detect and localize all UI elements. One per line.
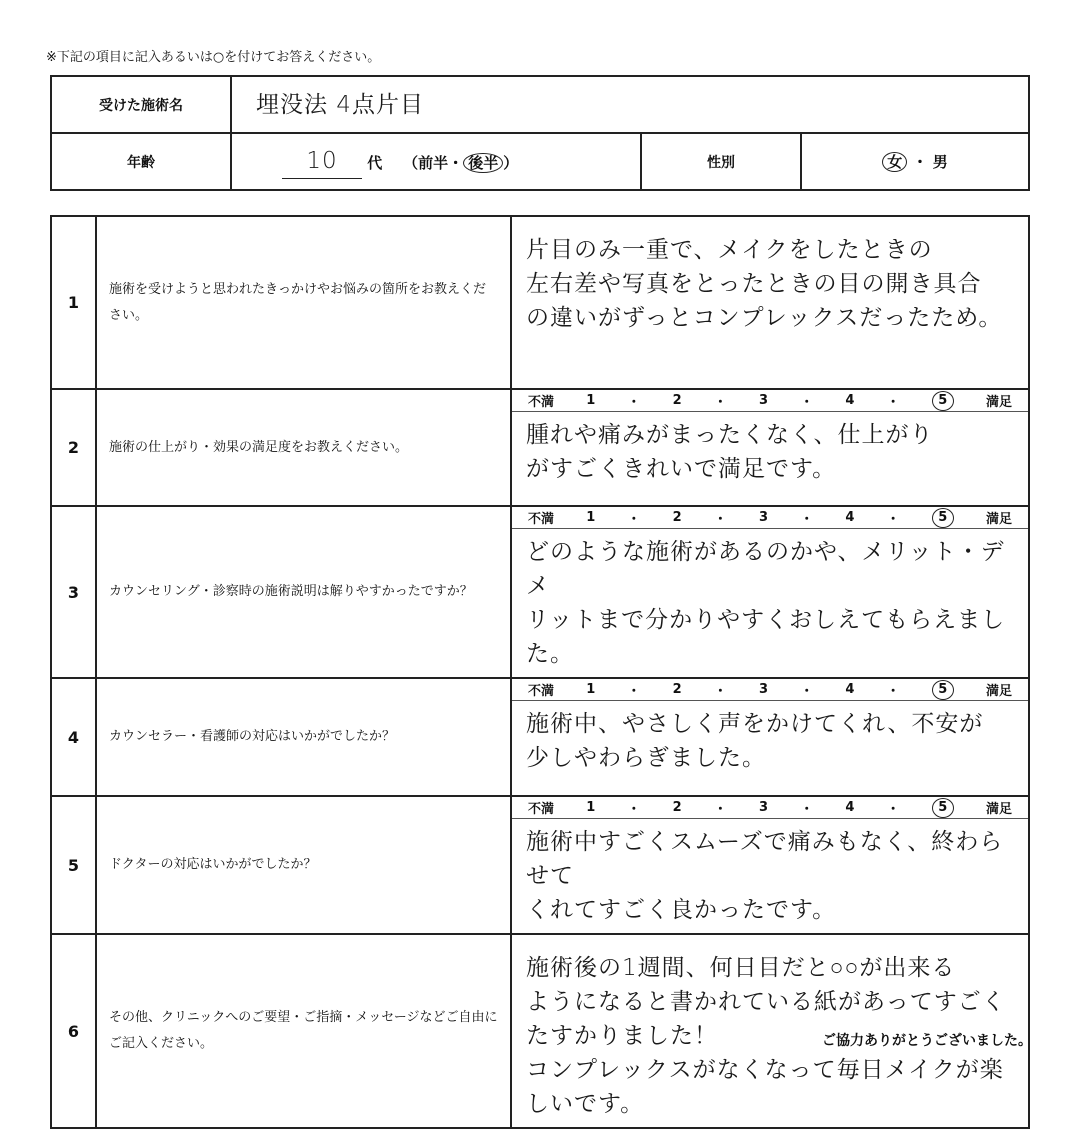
- answer-line: 施術中すごくスムーズで痛みもなく、終わらせて: [526, 829, 1004, 889]
- header-table: [50, 75, 1030, 191]
- scale-high: 満足: [985, 802, 1012, 817]
- question-row: [51, 389, 1029, 506]
- answer-cell[interactable]: [511, 389, 1029, 506]
- rating-option[interactable]: 3: [759, 800, 769, 815]
- answer-line: どのような施術があるのかや、メリット・デメ: [526, 539, 1005, 599]
- question-row: [51, 506, 1029, 678]
- question-text: カウンセラー・看護師の対応はいかがでしたか？: [96, 678, 511, 796]
- scale-dot: ・: [800, 684, 814, 699]
- gender-male[interactable]: 男: [932, 153, 948, 171]
- answer-cell[interactable]: [511, 796, 1029, 934]
- scale-dot: ・: [886, 395, 900, 410]
- rating-option[interactable]: 2: [672, 393, 682, 408]
- answer-line: リットまで分かりやすくおしえてもらえました。: [526, 607, 1006, 667]
- rating-option[interactable]: 1: [586, 800, 596, 815]
- answer-line: 腫れや痛みがまったくなく、仕上がり: [526, 422, 934, 448]
- scale-low: 不満: [528, 395, 555, 410]
- satisfaction-scale: [512, 507, 1028, 529]
- rating-option[interactable]: 3: [759, 510, 769, 525]
- scale-dot: ・: [800, 512, 814, 527]
- survey-table: [50, 215, 1030, 1129]
- answer-cell[interactable]: [511, 678, 1029, 796]
- answer-line: がすごくきれいで満足です。: [526, 456, 837, 482]
- scale-dot: ・: [800, 802, 814, 817]
- scale-low: 不満: [528, 802, 555, 817]
- rating-selected[interactable]: 5: [932, 680, 954, 700]
- rating-selected[interactable]: 5: [932, 798, 954, 818]
- gender-field[interactable]: [801, 133, 1029, 190]
- rating-option[interactable]: 3: [759, 682, 769, 697]
- scale-low: 不満: [528, 684, 555, 699]
- rating-option[interactable]: 1: [586, 510, 596, 525]
- instruction-note: ※下記の項目に記入あるいは○を付けてお答えください。: [46, 50, 381, 65]
- age-label: 年齢: [51, 133, 231, 190]
- rating-option[interactable]: 1: [586, 393, 596, 408]
- rating-selected[interactable]: 5: [932, 508, 954, 528]
- answer-line: くれてすごく良かったです。: [526, 897, 837, 923]
- question-text: ドクターの対応はいかがでしたか？: [96, 796, 511, 934]
- answer-line: 施術後の1週間、何日目だと○○が出来る: [526, 955, 956, 981]
- paren: ）: [503, 154, 519, 172]
- rating-option[interactable]: 4: [845, 510, 855, 525]
- question-number: 5: [51, 796, 96, 934]
- rating-option[interactable]: 4: [845, 800, 855, 815]
- treatment-label: 受けた施術名: [51, 76, 231, 133]
- scale-high: 満足: [985, 684, 1012, 699]
- scale-dot: ・: [886, 512, 900, 527]
- scale-dot: ・: [627, 802, 641, 817]
- rating-option[interactable]: 2: [672, 800, 682, 815]
- rating-selected[interactable]: 5: [932, 391, 954, 411]
- rating-option[interactable]: 1: [586, 682, 596, 697]
- satisfaction-scale: [512, 390, 1028, 412]
- scale-dot: ・: [886, 684, 900, 699]
- age-value: 10: [282, 144, 362, 179]
- rating-option[interactable]: 4: [845, 682, 855, 697]
- scale-high: 満足: [985, 512, 1012, 527]
- scale-dot: ・: [713, 684, 727, 699]
- dot: ・: [912, 153, 928, 171]
- rating-option[interactable]: 3: [759, 393, 769, 408]
- scale-dot: ・: [713, 802, 727, 817]
- paren: （: [403, 154, 419, 172]
- question-number: 6: [51, 934, 96, 1128]
- satisfaction-scale: [512, 797, 1028, 819]
- answer-line: 片目のみ一重で、メイクをしたときの: [526, 237, 933, 263]
- question-text: その他、クリニックへのご要望・ご指摘・メッセージなどご自由にご記入ください。: [96, 934, 511, 1128]
- answer-line: コンプレックスがなくなって毎日メイクが楽しいです。: [526, 1057, 1004, 1117]
- question-row: [51, 796, 1029, 934]
- scale-dot: ・: [800, 395, 814, 410]
- scale-dot: ・: [627, 512, 641, 527]
- scale-dot: ・: [886, 802, 900, 817]
- answer-line: ようになると書かれている紙があってすごく: [526, 989, 1006, 1015]
- gender-label: 性別: [641, 133, 801, 190]
- age-first-half[interactable]: 前半: [418, 154, 449, 172]
- satisfaction-scale: [512, 679, 1028, 701]
- question-number: 2: [51, 389, 96, 506]
- scale-low: 不満: [528, 512, 555, 527]
- answer-line: の違いがずっとコンプレックスだったため。: [526, 305, 1003, 331]
- scale-dot: ・: [713, 512, 727, 527]
- answer-line: 左右差や写真をとったときの目の開き具合: [526, 271, 982, 297]
- age-unit: 代: [367, 154, 383, 172]
- age-second-half-selected[interactable]: 後半: [463, 153, 503, 173]
- question-number: 3: [51, 506, 96, 678]
- question-number: 1: [51, 216, 96, 389]
- answer-cell[interactable]: [511, 216, 1029, 389]
- scale-high: 満足: [985, 395, 1012, 410]
- answer-line: 少しやわらぎました。: [526, 745, 766, 771]
- rating-option[interactable]: 4: [845, 393, 855, 408]
- age-field[interactable]: [231, 133, 641, 190]
- rating-option[interactable]: 2: [672, 682, 682, 697]
- dot: ・: [448, 154, 464, 172]
- treatment-value[interactable]: 埋没法 4点片目: [231, 76, 1029, 133]
- scale-dot: ・: [627, 395, 641, 410]
- answer-line: たすかりました！: [526, 1023, 718, 1049]
- question-text: 施術の仕上がり・効果の満足度をお教えください。: [96, 389, 511, 506]
- question-text: 施術を受けようと思われたきっかけやお悩みの箇所をお教えください。: [96, 216, 511, 389]
- answer-cell[interactable]: [511, 506, 1029, 678]
- rating-option[interactable]: 2: [672, 510, 682, 525]
- answer-line: 施術中、やさしく声をかけてくれ、不安が: [526, 711, 984, 737]
- question-number: 4: [51, 678, 96, 796]
- question-row: [51, 678, 1029, 796]
- scale-dot: ・: [627, 684, 641, 699]
- scale-dot: ・: [713, 395, 727, 410]
- question-row: [51, 216, 1029, 389]
- footer-thanks: ご協力ありがとうございました。: [822, 1033, 1032, 1049]
- gender-female-selected[interactable]: 女: [882, 152, 907, 172]
- question-text: カウンセリング・診察時の施術説明は解りやすかったですか？: [96, 506, 511, 678]
